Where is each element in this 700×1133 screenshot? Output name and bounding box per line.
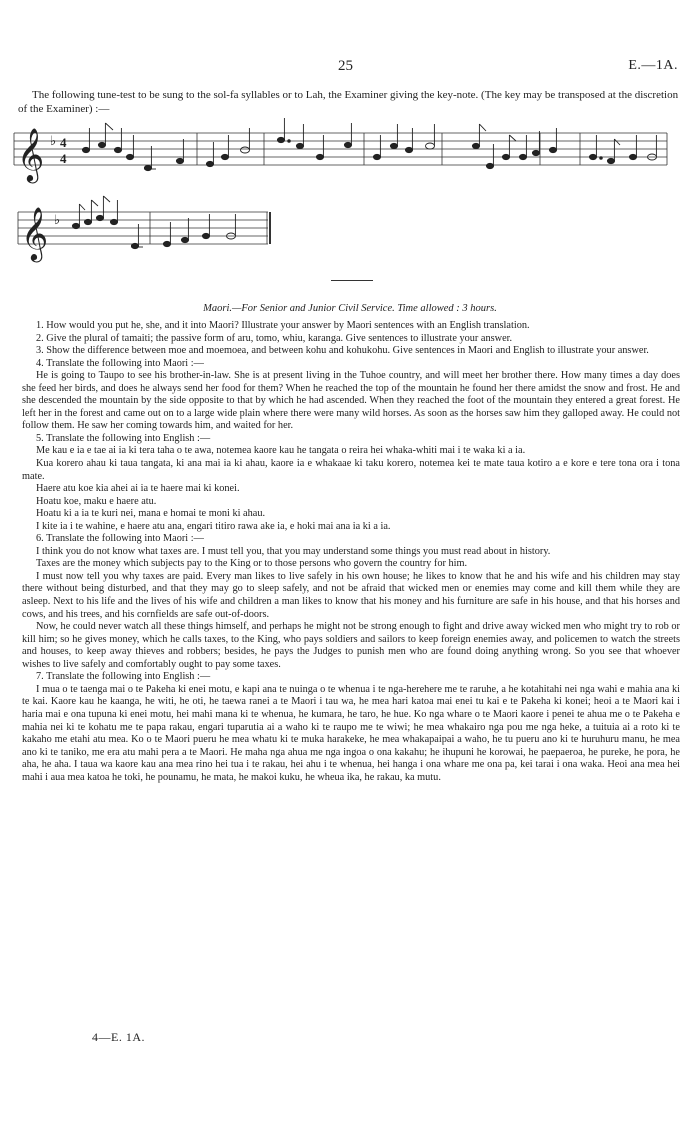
paragraph: 5. Translate the following into English :— [36, 432, 211, 444]
music-staff-1 [0, 0, 700, 270]
paragraph: He is going to Taupo to see his brother-in-law. She is at present living in the Tuhoe country, and will meet her brother there. How many times a day does she feed her birds, and does he always send her food for them? When he reached the top of the mountain he found her there amidst the snow and frost. He and she descended the mountain by the side opposite to that by which he had ascended. When they reached the foot of the mountain they entered a great forest. He left her in the forest and came out on to a large wide plain where there were many wild horses. As soon as the horses saw him they galloped away. He could not follow them. He saw her coming towards him, and waited for her. [22, 370, 680, 432]
paragraph: Taxes are the money which subjects pay to the King or to those persons who govern the country for him. [36, 558, 468, 570]
paragraph: Hoatu ki a ia te kuri nei, mana e homai te moni ki ahau. [36, 508, 266, 520]
paragraph: I kite ia i te wahine, e haere atu ana, engari titiro rawa ake ia, e hoki mai ana ia ki a ia. [36, 520, 391, 532]
flat-sign-icon: ♭ [54, 213, 61, 228]
exam-questions [22, 320, 680, 784]
paragraph: Me kau e ia e tae ai ia ki tera taha o te awa, notemea kaore kau he tangata o reira hei whaka-whiti mai i te waka ki a ia. [36, 445, 526, 457]
time-signature-bottom: 4 [60, 151, 67, 166]
document-code: E.—1A. [628, 58, 678, 73]
time-signature-top: 4 [60, 135, 67, 150]
paragraph: Haere atu koe kia ahei ai ia te haere mai ki konei. [36, 483, 240, 495]
footer-signature: 4—E. 1A. [92, 1030, 145, 1044]
paragraph: 1. How would you put he, she, and it into Maori? Illustrate your answer by Maori sentences with an English translation. [36, 320, 530, 331]
paragraph: I think you do not know what taxes are. I must tell you, that you may understand some things you must read about in history. [36, 545, 551, 557]
paragraph: Kua korero ahau ki taua tangata, ki ana mai ia ki ahau, kaore ia e whakaae ki taku korero, notemea kei te mate taua kotiro a e kore e tere tona ora i tona mate. [22, 458, 680, 482]
paragraph: 6. Translate the following into Maori :— [36, 533, 204, 545]
paragraph: Hoatu koe, maku e haere atu. [36, 495, 157, 507]
section-divider [331, 280, 373, 281]
section-title: Maori.—For Senior and Junior Civil Service. Time allowed : 3 hours. [203, 303, 497, 314]
page-number: 25 [338, 58, 353, 74]
paragraph: I must now tell you why taxes are paid. Every man likes to live safely in his own house; he likes to know that he and his wife and his children may stay there without being disturbed, and that they may go to sleep safely, and not be afraid that wicked men or enemies may come and kill them while they are asleep. Next to his life and the lives of his wife and children a man likes to know that his money and his furniture are safe in his house, and that his horses and cows, and his trees, and his cornfields are safe out-of-doors. [22, 570, 680, 620]
paragraph: 3. Show the difference between moe and moemoea, and between kohu and kohukohu. Give sentences in Maori and English to illustrate your answer. [36, 345, 649, 357]
treble-clef-icon: 𝄞 [21, 206, 49, 260]
paragraph: 7. Translate the following into English :— [36, 671, 211, 683]
intro-paragraph: The following tune-test to be sung to the sol-fa syllables or to Lah, the Examiner giving the key-note. (The key may be transposed at the discretion of the Examiner) :— [18, 89, 679, 115]
treble-clef-icon: 𝄞 [17, 127, 45, 181]
paragraph: I mua o te taenga mai o te Pakeha ki enei motu, e kapi ana te nuinga o te whenua i te nga-herehere me te raruhe, a he kotahitahi nei nga wahi e mahia ana ki te kai. Kaore kau he kaanga, he witi, he oti, he taewa ranei a te Maori i tau wa, he mea hari katoa mai enei tu kai e te Pakeha ki konei; heoi a te Maori kai i haria mai e ona tupuna ki enei motu, hei mahi mana ki te whenua, he kumara, he taro, he hue. Ko nga whare o te Maori kaore i penei te ahua me o te Pakeha e mahia nei ki te kohatu me te papa rakau, engari tuparutia ai a waho ki te raupo me te wiwi; he mea whakairo nga pou me nga heke, a tuituia ai a roto ki te kakaho me etahi atu mea. Ko o te Maori pueru he mea whatu ki te muka harakeke, he mea whakapaipai a waho, he tu pueru ano ki te huruhuru manu, he mea ano ki te taniko, me era atu mahi pera a te Maori. He maha nga ahua me nga ingoa o ona kakahu; he ihupuni he korowai, he paepaeroa, he pureke, he pora, he aha, he aha. I taua wa kaore kau ana mea rino hei tua i te rakau, hei ahu i te whenua, hei hanga i ona whare me ona pa, kei tarai i ona waka. Heoi ana mea hei mahi i aua mea katoa he toki, he pounamu, he mata, he makoi kuku, he wheua ika, he rakau, ka mutu. [22, 683, 680, 783]
paragraph: Now, he could never watch all these things himself, and perhaps he might not be strong enough to fight and drive away wicked men who might try to rob or kill him; so he gives money, which he calls taxes, to the King, who pays soldiers and sailors to keep foreign enemies away, and policemen to watch the streets and houses, to keep away thieves and robbers; besides, he pays the Judges to punish men who are found doing anything wrong. So you see that whoever wishes to live safely and comfortably ought to pay some taxes. [22, 621, 680, 670]
flat-sign-icon: ♭ [50, 134, 57, 149]
paragraph: 4. Translate the following into Maori :— [36, 357, 204, 369]
paragraph: 2. Give the plural of tamaiti; the passive form of aru, tomo, whiu, karanga. Give sentences to illustrate your answer. [36, 332, 513, 344]
